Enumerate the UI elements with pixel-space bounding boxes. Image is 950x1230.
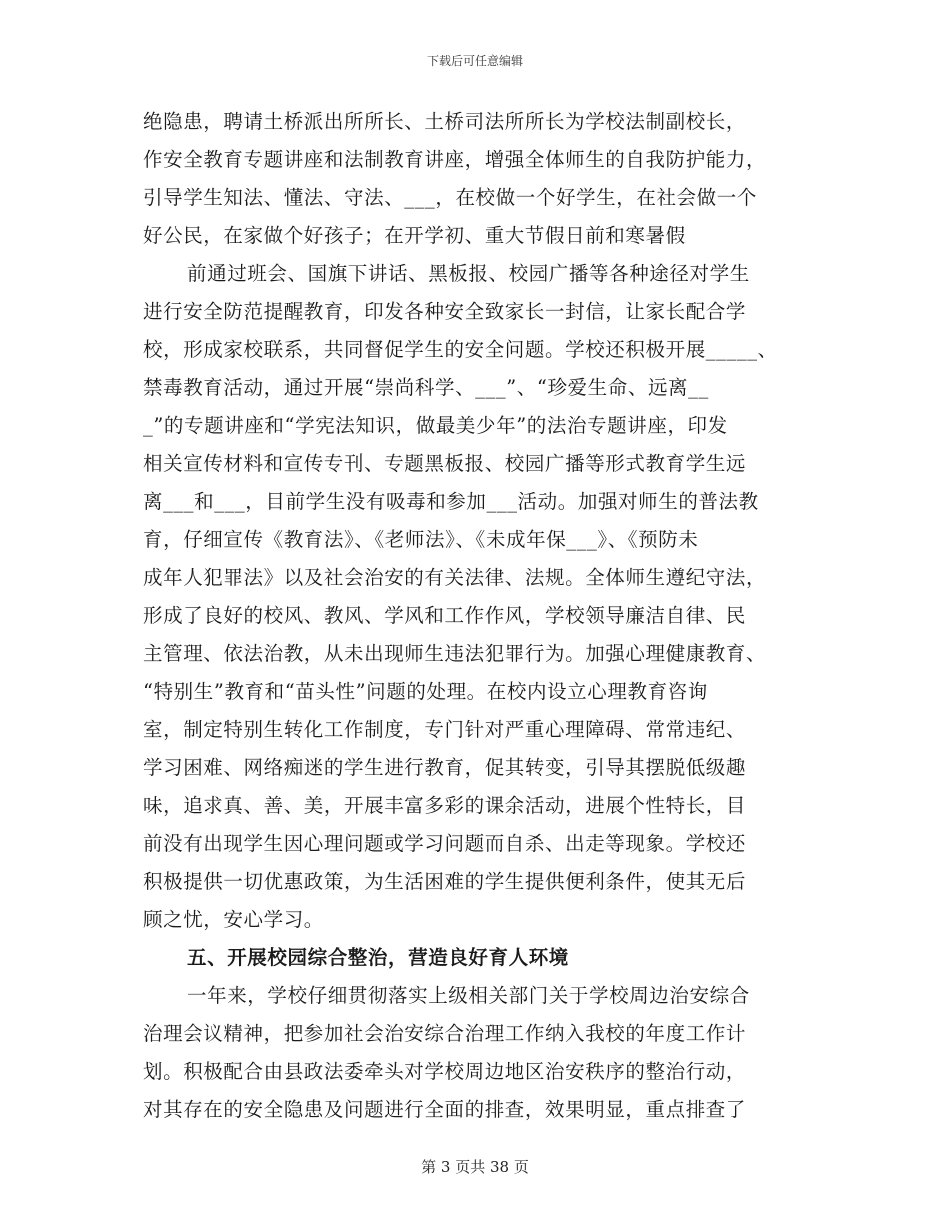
text-line: 进行安全防范提醒教育，印发各种安全致家长一封信，让家长配合学	[143, 300, 747, 323]
text-line: 育，仔细宣传《教育法》、《老师法》、《未成年保___》、《预防未	[143, 528, 699, 551]
text-line: 禁毒教育活动，通过开展“崇尚科学、___”、“珍爱生命、远离__	[143, 376, 709, 399]
text-line: “特别生”教育和“苗头性”问题的处理。在校内设立心理教育咨询	[143, 680, 708, 703]
text-line: 主管理、依法治教，从未出现师生违法犯罪行为。加强心理健康教育、	[143, 642, 767, 665]
page-header: 下载后可任意编辑	[426, 54, 523, 68]
text-line: 前没有出现学生因心理问题或学习问题而自杀、出走等现象。学校还	[143, 832, 747, 855]
text-line: 绝隐患，聘请土桥派出所所长、土桥司法所所长为学校法制副校长，	[143, 110, 747, 133]
text-line: 治理会议精神，把参加社会治安综合治理工作纳入我校的年度工作计	[143, 1022, 747, 1045]
text-line: 离___和___，目前学生没有吸毒和参加___活动。加强对师生的普法教	[143, 490, 759, 513]
text-line: 作安全教育专题讲座和法制教育讲座，增强全体师生的自我防护能力，	[143, 148, 767, 171]
text-line: 积极提供一切优惠政策，为生活困难的学生提供便利条件，使其无后	[143, 870, 747, 893]
text-line: 味，追求真、善、美，开展丰富多彩的课余活动，进展个性特长，目	[143, 794, 747, 817]
section-heading: 五、开展校园综合整治，营造良好育人环境	[187, 946, 569, 969]
page-footer: 第 3 页共 38 页	[421, 1158, 529, 1176]
text-line: 前通过班会、国旗下讲话、黑板报、校园广播等各种途径对学生	[187, 262, 750, 285]
document-body	[143, 103, 815, 1129]
text-line: 学习困难、网络痴迷的学生进行教育，促其转变，引导其摆脱低级趣	[143, 756, 747, 779]
text-line: 一年来，学校仔细贯彻落实上级相关部门关于学校周边治安综合	[187, 984, 750, 1007]
text-line: 室，制定特别生转化工作制度，专门针对严重心理障碍、常常违纪、	[143, 718, 747, 741]
text-line: 对其存在的安全隐患及问题进行全面的排查，效果明显，重点排查了	[143, 1098, 747, 1121]
text-line: _”的专题讲座和“学宪法知识，做最美少年”的法治专题讲座，印发	[143, 414, 728, 437]
text-line: 成年人犯罪法》以及社会治安的有关法律、法规。全体师生遵纪守法，	[143, 566, 767, 589]
text-line: 形成了良好的校风、教风、学风和工作作风，学校领导廉洁自律、民	[143, 604, 747, 627]
text-line: 校，形成家校联系，共同督促学生的安全问题。学校还积极开展_____、	[143, 338, 778, 361]
text-line: 相关宣传材料和宣传专刊、专题黑板报、校园广播等形式教育学生远	[143, 452, 747, 475]
text-line: 划。积极配合由县政法委牵头对学校周边地区治安秩序的整治行动，	[143, 1060, 747, 1083]
text-line: 引导学生知法、懂法、守法、___，在校做一个好学生，在社会做一个	[143, 186, 757, 209]
text-line: 好公民，在家做个好孩子；在开学初、重大节假日前和寒暑假	[143, 224, 686, 247]
text-line: 顾之忧，安心学习。	[143, 908, 324, 931]
